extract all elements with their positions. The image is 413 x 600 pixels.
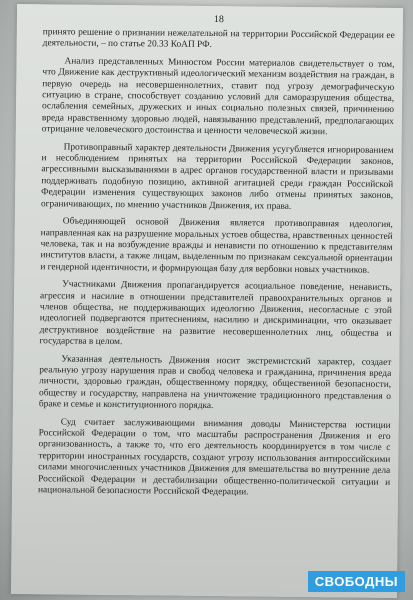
- paragraph-7: Суд считает заслуживающими внимания доводы Министерства юстиции Российской Федерации о том, что масштабы распространения Движения и его организованность, а также то, что его деятельность координируется в том числе с территории иностранных государств, создают угрозу использования антироссийскими силами многочисленных участников Движения для вмешательства во внутренние дела Российской Федерации и дестабилизации общественно-политической ситуации и национальной безопасности Российской Федерации.: [37, 417, 391, 498]
- paragraph-3: Противоправный характер деятельности Движения усугубляется игнорированием и несоблюдением принятых на территории Российской Федерации законов, агрессивными высказываниями в адрес органов государственной власти и призывами поддерживать подобную позицию, активной агитацией среди граждан Российской Федерации изменения существующих законов либо отмены принятых законов, ограничивающих, по мнению участников Движения, их права.: [40, 142, 394, 212]
- paragraph-1: принято решение о признании нежелательной на территории Российской Федерации ее деятельности, – по статье 20.33 КоАП РФ.: [42, 27, 395, 51]
- paragraph-4: Объединяющей основой Движения является противоправная идеология, направленная как на разрушение моральных устоев общества, нравственных ценностей человека, так и на возбуждение вражды и ненависти по отношению к представителям институтов власти, а также лицам, выделенным по признакам сексуальной ориентации и гендерной идентичности, и формирующая базу для вербовки новых участников.: [40, 216, 393, 276]
- watermark-logo: СВОБОДНЫ: [308, 571, 405, 592]
- paragraph-2: Анализ представленных Минюстом России материалов свидетельствует о том, что Движение как деструктивный идеологический механизм воздействия на граждан, в первую очередь на несовершеннолетних, ставит под угрозу демографическую ситуацию в стране, способствует созданию условий для саморазрушения общества, ослабления семейных, дружеских и иных социально полезных связей, причинению вреда нравственному здоровью людей, навязыванию представлений, предполагающих отрицание человеческого достоинства и ценности человеческой жизни.: [41, 56, 395, 138]
- document-page: [11, 4, 403, 598]
- page-content: [38, 12, 395, 506]
- paragraph-6: Указанная деятельность Движения носит экстремистский характер, создает реальную угрозу нарушения прав и свобод человека и гражданина, причинения вреда личности, здоровью граждан, общественному порядку, общественной безопасности, обществу и государству, направлена на уничтожение традиционного представления о браке и семье и конституционного порядка.: [38, 354, 392, 412]
- paragraph-5: Участниками Движения пропагандируется асоциальное поведение, ненависть, агрессия и насилие в отношении представителей правоохранительных органов и членов общества, не поддерживающих идеологию Движения, несогласные с этой идеологией подвергаются притеснениям, насилию и дискриминации, что оказывает деструктивное воздействие на развитие несовершеннолетних лиц, общества и государства в целом.: [39, 279, 393, 348]
- page-number: 18: [213, 14, 225, 26]
